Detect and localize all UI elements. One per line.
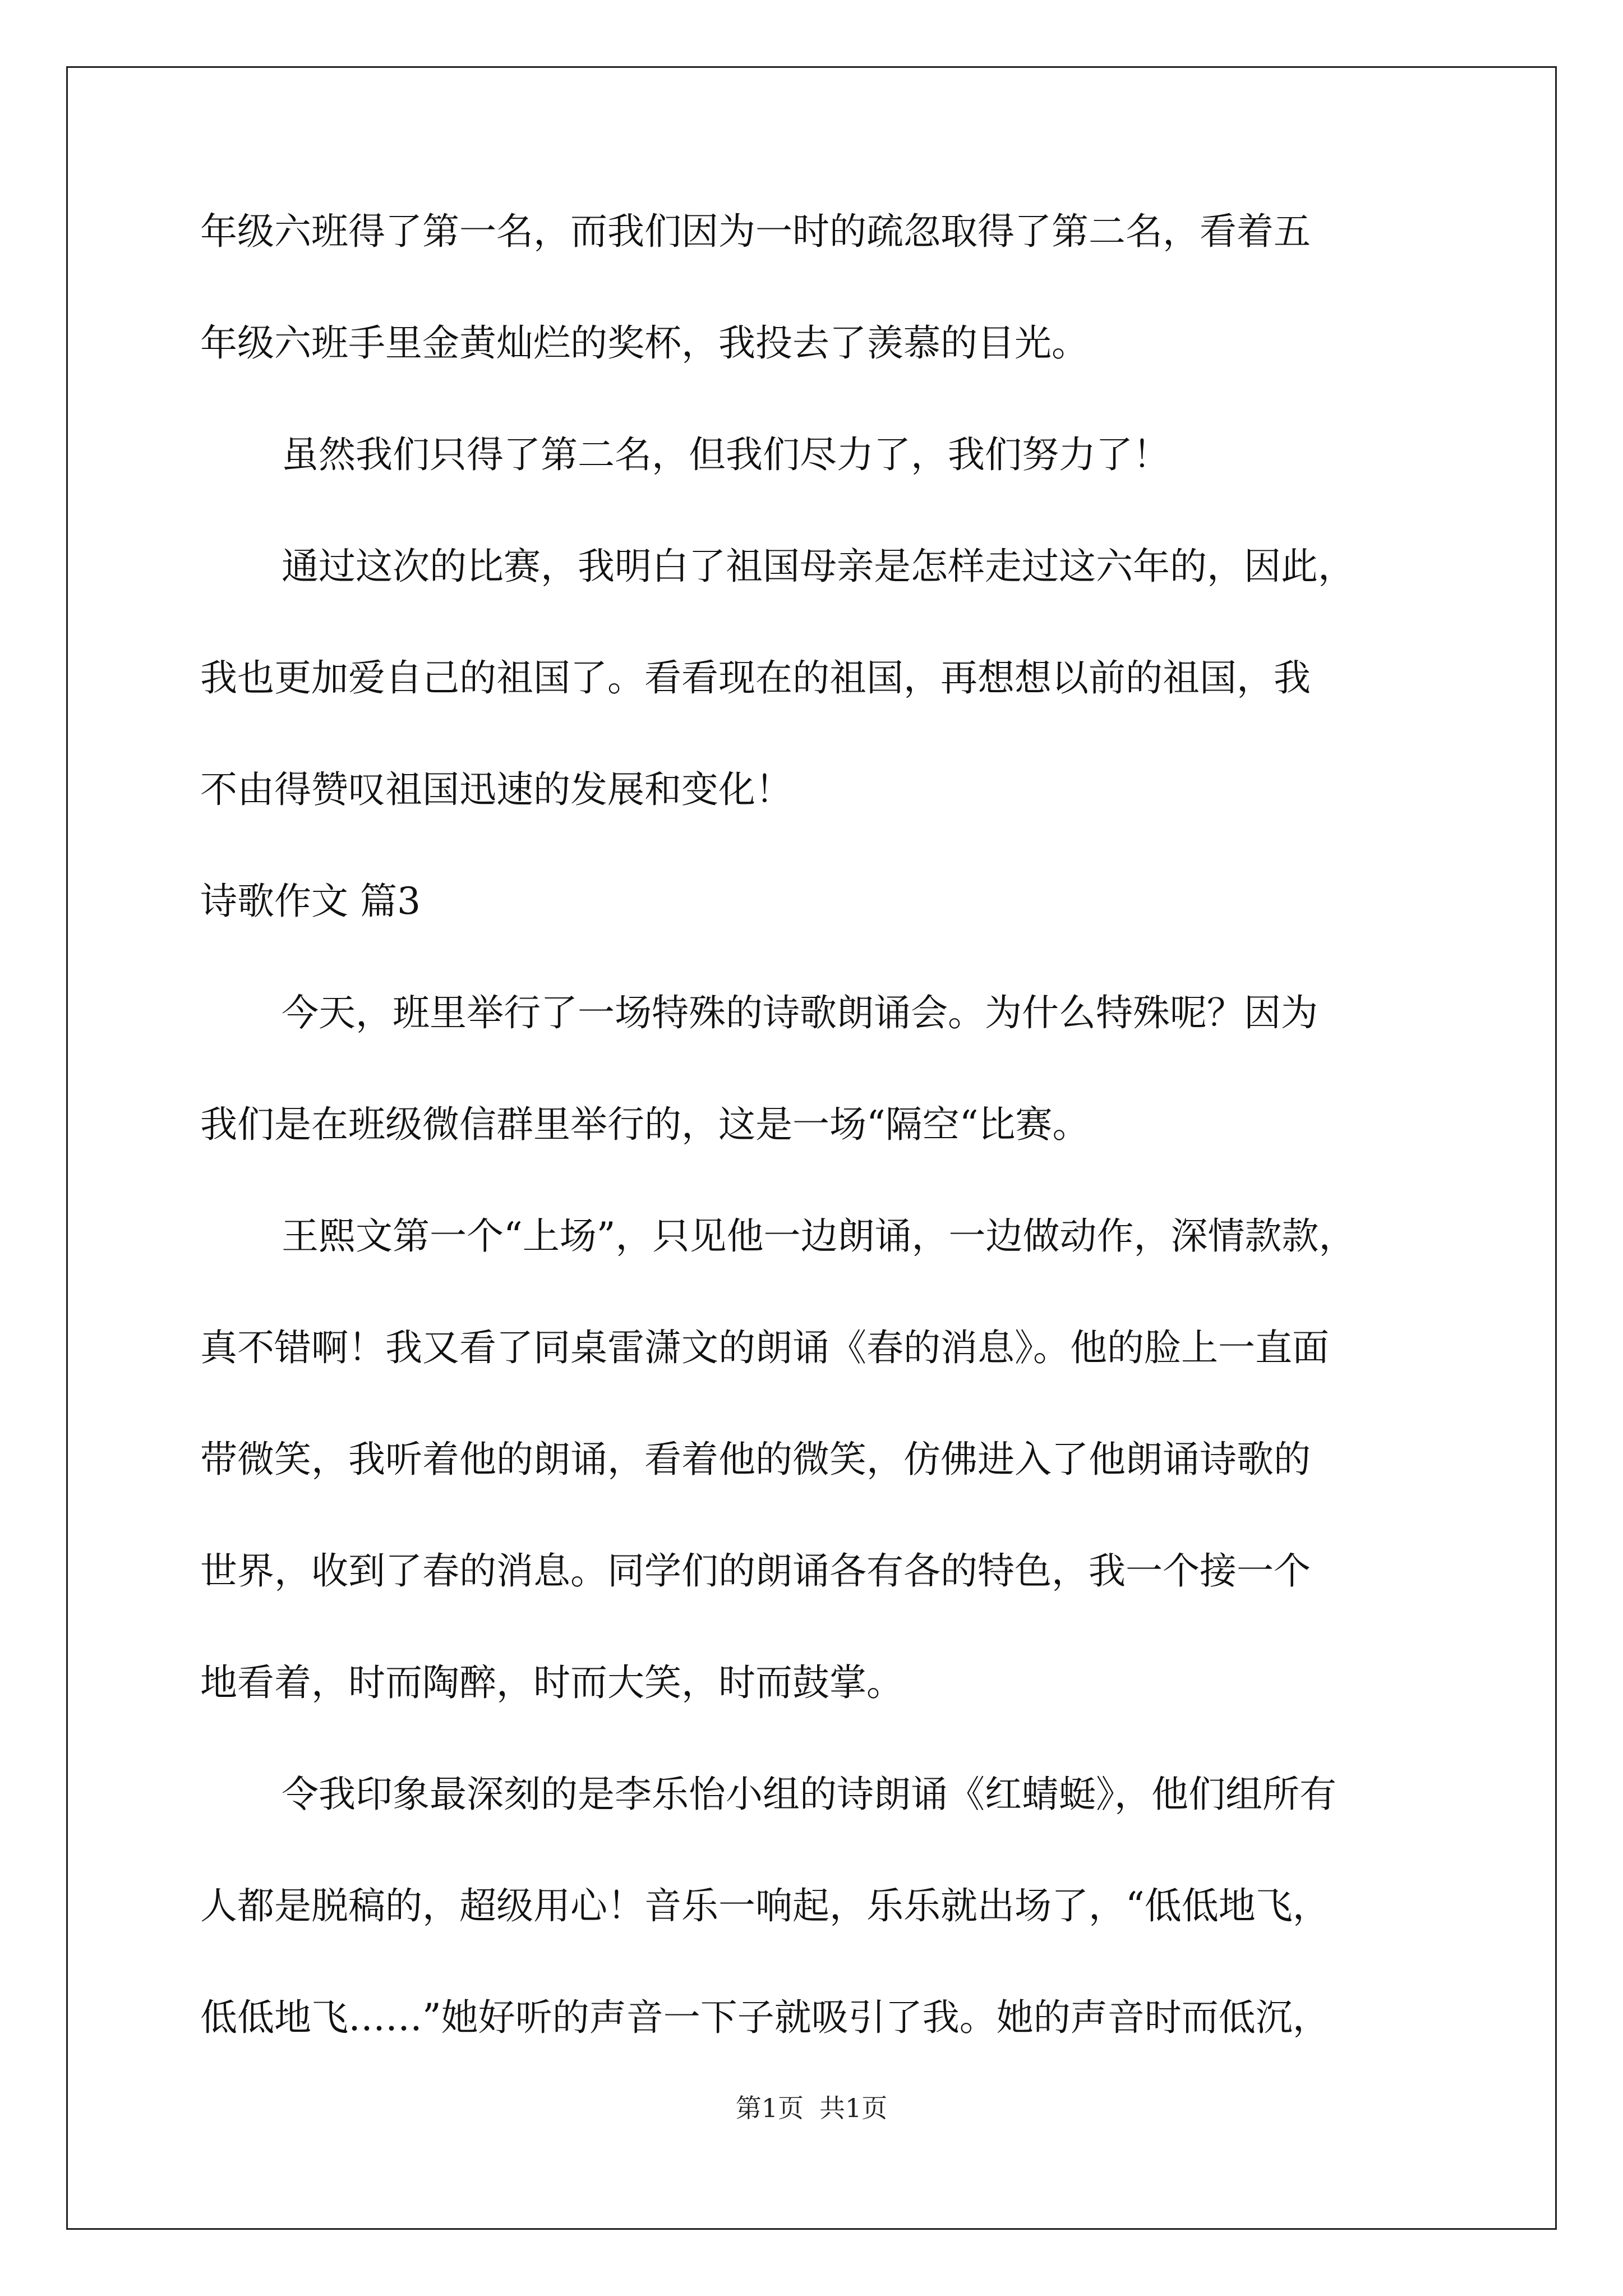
paragraph-start bbox=[200, 991, 1428, 1034]
text-line-content: 地看着，时而陶醉，时而大笑，时而鼓掌。 bbox=[200, 1661, 903, 1704]
text-line bbox=[200, 1996, 1428, 2039]
text-line-content: 带微笑，我听着他的朗诵，看着他的微笑，仿佛进入了他朗诵诗歌的 bbox=[200, 1438, 1311, 1481]
text-line bbox=[200, 1438, 1428, 1481]
text-line-content: 今天，班里举行了一场特殊的诗歌朗诵会。为什么特殊呢？因为 bbox=[282, 991, 1318, 1034]
text-line bbox=[200, 210, 1428, 253]
document-body bbox=[200, 210, 1428, 2111]
text-line bbox=[200, 768, 1428, 811]
text-line-content: 王熙文第一个“上场”，只见他一边朗诵，一边做动作，深情款款， bbox=[282, 1214, 1356, 1258]
text-line bbox=[200, 321, 1428, 365]
paragraph-start bbox=[200, 1214, 1428, 1258]
paragraph-start bbox=[200, 545, 1428, 588]
text-line-content: 人都是脱稿的，超级用心！音乐一响起，乐乐就出场了，“低低地飞， bbox=[200, 1884, 1330, 1927]
text-line bbox=[200, 656, 1428, 700]
text-line-content: 世界，收到了春的消息。同学们的朗诵各有各的特色，我一个接一个 bbox=[200, 1549, 1311, 1593]
section-heading bbox=[200, 880, 1428, 923]
page-footer bbox=[0, 2095, 1623, 2121]
text-line bbox=[200, 1884, 1428, 1927]
text-line bbox=[200, 1661, 1428, 1704]
text-line-content: 通过这次的比赛，我明白了祖国母亲是怎样走过这六年的，因此， bbox=[282, 545, 1355, 588]
section-heading-text: 诗歌作文 篇3 bbox=[200, 880, 421, 923]
text-line bbox=[200, 1549, 1428, 1593]
text-line-content: 低低地飞……”她好听的声音一下子就吸引了我。她的声音时而低沉， bbox=[200, 1996, 1330, 2039]
text-line-content: 年级六班手里金黄灿烂的奖杯，我投去了羡慕的目光。 bbox=[200, 321, 1089, 365]
text-line-content: 虽然我们只得了第二名，但我们尽力了，我们努力了！ bbox=[282, 433, 1170, 476]
text-line bbox=[200, 1103, 1428, 1146]
text-line-content: 真不错啊！我又看了同桌雷潇文的朗诵《春的消息》。他的脸上一直面 bbox=[200, 1326, 1329, 1369]
paragraph-start bbox=[200, 433, 1428, 476]
text-line-content: 令我印象最深刻的是李乐怡小组的诗朗诵《红蜻蜓》，他们组所有 bbox=[282, 1773, 1336, 1816]
paragraph-start bbox=[200, 1773, 1428, 1816]
text-line-content: 我也更加爱自己的祖国了。看看现在的祖国，再想想以前的祖国，我 bbox=[200, 656, 1311, 700]
text-line bbox=[200, 1326, 1428, 1369]
page-number: 第1页 bbox=[735, 2093, 804, 2123]
text-line-content: 我们是在班级微信群里举行的，这是一场“隔空“比赛。 bbox=[200, 1103, 1090, 1146]
text-line-content: 不由得赞叹祖国迅速的发展和变化！ bbox=[200, 768, 792, 811]
page-total: 共1页 bbox=[819, 2093, 888, 2123]
text-line-content: 年级六班得了第一名，而我们因为一时的疏忽取得了第二名，看着五 bbox=[200, 210, 1311, 253]
